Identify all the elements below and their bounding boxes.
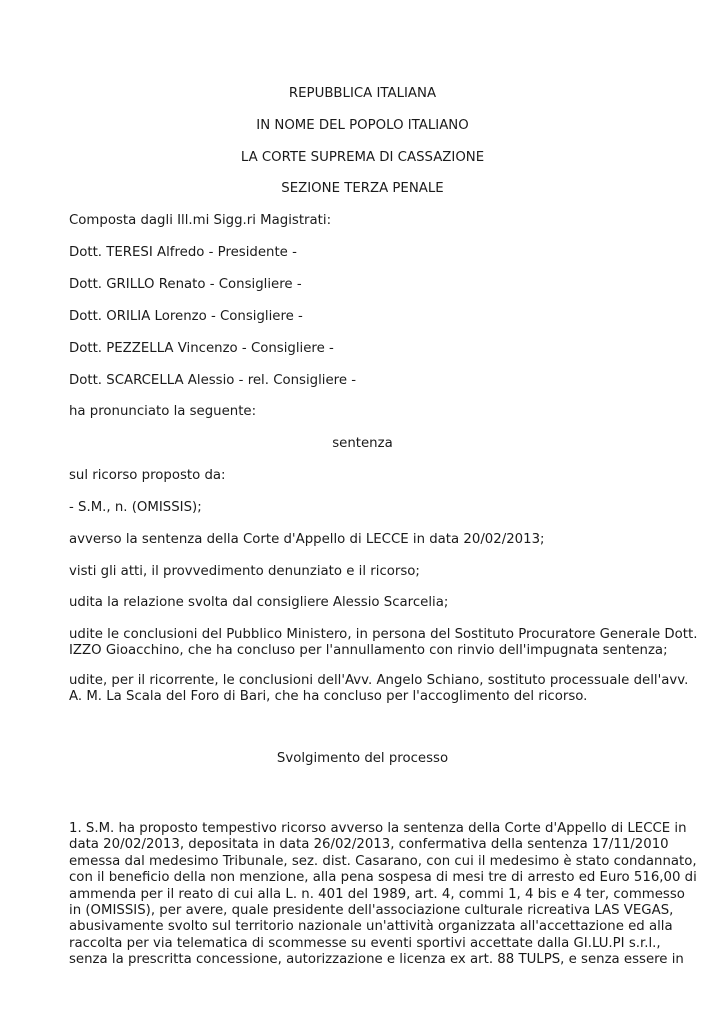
judge-line: Dott. ORILIA Lorenzo - Consigliere - (69, 309, 303, 324)
visti-line: visti gli atti, il provvedimento denunziato e il ricorso; (69, 564, 420, 579)
udita-line: udita la relazione svolta dal consigliere Alessio Scarcelia; (69, 595, 449, 610)
section-title: Svolgimento del processo (276, 751, 449, 766)
header-republic: REPUBBLICA ITALIANA (288, 86, 437, 101)
avverso-line: avverso la sentenza della Corte d'Appello di LECCE in data 20/02/2013; (69, 532, 545, 547)
paragraph-line: con il beneficio della non menzione, alla pena sospesa di mesi tre di arresto ed Euro 516,00 di (69, 870, 697, 886)
header-court: LA CORTE SUPREMA DI CASSAZIONE (240, 150, 485, 165)
svolgimento-paragraph (69, 821, 697, 969)
paragraph-line: udite le conclusioni del Pubblico Ministero, in persona del Sostituto Procuratore Generale Dott. (69, 627, 698, 642)
judge-line: Dott. SCARCELLA Alessio - rel. Consigliere - (69, 373, 357, 388)
header-section: SEZIONE TERZA PENALE (281, 181, 444, 196)
paragraph-line: senza la prescritta concessione, autorizzazione e licenza ex art. 88 TULPS, e senza essere in (69, 952, 684, 968)
judge-line: Dott. PEZZELLA Vincenzo - Consigliere - (69, 341, 334, 356)
paragraph-line: emessa dal medesimo Tribunale, sez. dist. Casarano, con cui il medesimo è stato condannato, (69, 853, 697, 869)
sentenza-heading: sentenza (332, 436, 393, 451)
paragraph-line: abusivamente svolto sul territorio nazionale un'attività organizzata all'accettazione ed alla (69, 919, 673, 935)
paragraph-line: udite, per il ricorrente, le conclusioni dell'Avv. Angelo Schiano, sostituto processuale dell'avv. (69, 673, 689, 688)
judge-line: Dott. GRILLO Renato - Consigliere - (69, 277, 302, 292)
ricorso-line: sul ricorso proposto da: (69, 468, 226, 483)
paragraph-line: raccolta per via telematica di scommesse su eventi sportivi accettate dalla GI.LU.PI s.r.l., (69, 935, 661, 951)
header-people: IN NOME DEL POPOLO ITALIANO (256, 118, 469, 133)
party-line: - S.M., n. (OMISSIS); (69, 500, 202, 515)
judge-line: Dott. TERESI Alfredo - Presidente - (69, 245, 297, 260)
paragraph-line: in (OMISSIS), per avere, quale presidente dell'associazione culturale ricreativa LAS VEGAS, (69, 903, 674, 919)
conclusioni-difesa-paragraph (69, 673, 689, 706)
paragraph-line: ammenda per il reato di cui alla L. n. 401 del 1989, art. 4, commi 1, 4 bis e 4 ter, commesso (69, 886, 685, 902)
paragraph-line: data 20/02/2013, depositata in data 26/02/2013, confermativa della sentenza 17/11/2010 (69, 837, 669, 853)
pronounced-line: ha pronunciato la seguente: (69, 404, 257, 419)
conclusioni-pm-paragraph (69, 627, 698, 660)
paragraph-line: IZZO Gioacchino, che ha concluso per l'annullamento con rinvio dell'impugnata sentenza; (69, 643, 668, 659)
composition-intro: Composta dagli Ill.mi Sigg.ri Magistrati: (69, 213, 332, 228)
paragraph-line: A. M. La Scala del Foro di Bari, che ha concluso per l'accoglimento del ricorso. (69, 689, 588, 705)
paragraph-line: 1. S.M. ha proposto tempestivo ricorso avverso la sentenza della Corte d'Appello di LECCE in (69, 821, 687, 836)
